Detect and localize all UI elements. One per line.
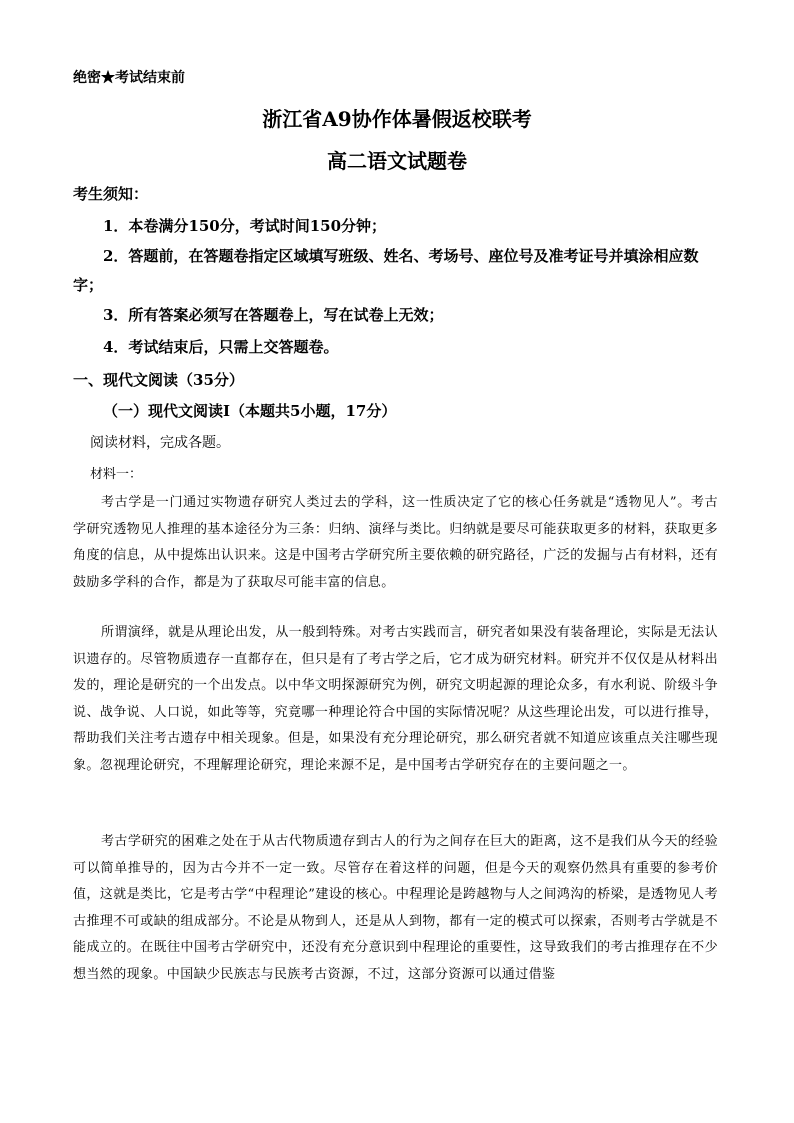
reading-instruction: 阅读材料，完成各题。: [90, 435, 230, 451]
confidential-label: 绝密★考试结束前: [73, 70, 185, 86]
notice-item-2: 2．答题前，在答题卷指定区域填写班级、姓名、考场号、座位号及准考证号并填涂相应数字；: [73, 247, 699, 294]
notice-item-4: 4．考试结束后，只需上交答题卷。: [103, 338, 339, 356]
passage-paragraph: 所谓演绎，就是从理论出发，从一般到特殊。对考古实践而言，研究者如果没有装备理论，实际是无法认识遗存的。尽管物质遗存一直都存在，但只是有了考古学之后，它才成为研究材料。研究并不仅仅是从材料出发的，理论是研究的一个出发点。以中华文明探源研究为例，研究文明起源的理论众多，有水利说、阶级斗争说、战争说、人口说，如此等等，究竟哪一种理论符合中国的实际情况呢？从这些理论出发，可以进行推导，帮助我们关注考古遗存中相关现象。但是，如果没有充分理论研究，那么研究者就不知道应该重点关注哪些现象。忽视理论研究，不理解理论研究，理论来源不足，是中国考古学研究存在的主要问题之一。: [73, 625, 718, 773]
notice-heading: 考生须知：: [73, 185, 149, 203]
passage-paragraph: 考古学是一门通过实物遗存研究人类过去的学科，这一性质决定了它的核心任务就是“透物见人”。考古学研究透物见人推理的基本途径分为三条：归纳、演绎与类比。归纳就是要尽可能获取更多的材料，获取更多角度的信息，从中提炼出认识来。这是中国考古学研究所主要依赖的研究路径，广泛的发掘与占有材料，还有鼓励多学科的合作，都是为了获取尽可能丰富的信息。: [73, 495, 718, 590]
material-label: 材料一：: [90, 467, 143, 482]
subsection-heading: （一）现代文阅读Ⅰ（本题共5小题，17分）: [103, 402, 397, 420]
exam-subtitle: 高二语文试题卷: [327, 149, 467, 173]
notice-item-1: 1．本卷满分150分，考试时间150分钟；: [103, 217, 387, 235]
section-heading: 一、现代文阅读（35分）: [73, 371, 244, 389]
passage-paragraph: 考古学研究的困难之处在于从古代物质遗存到古人的行为之间存在巨大的距离，这不是我们从今天的经验可以简单推导的，因为古今并不一定一致。尽管存在着这样的问题，但是今天的观察仍然具有重要的参考价值，这就是类比，它是考古学“中程理论”建设的核心。中程理论是跨越物与人之间鸿沟的桥梁，是透物见人考古推理不可或缺的组成部分。不论是从物到人，还是从人到物，都有一定的模式可以探索，否则考古学就是不能成立的。在既往中国考古学研究中，还没有充分意识到中程理论的重要性，这导致我们的考古推理存在不少想当然的现象。中国缺少民族志与民族考古资源，不过，这部分资源可以通过借鉴: [73, 834, 718, 982]
exam-title: 浙江省A9协作体暑假返校联考: [262, 107, 532, 131]
notice-item-3: 3．所有答案必须写在答题卷上，写在试卷上无效；: [103, 306, 444, 324]
